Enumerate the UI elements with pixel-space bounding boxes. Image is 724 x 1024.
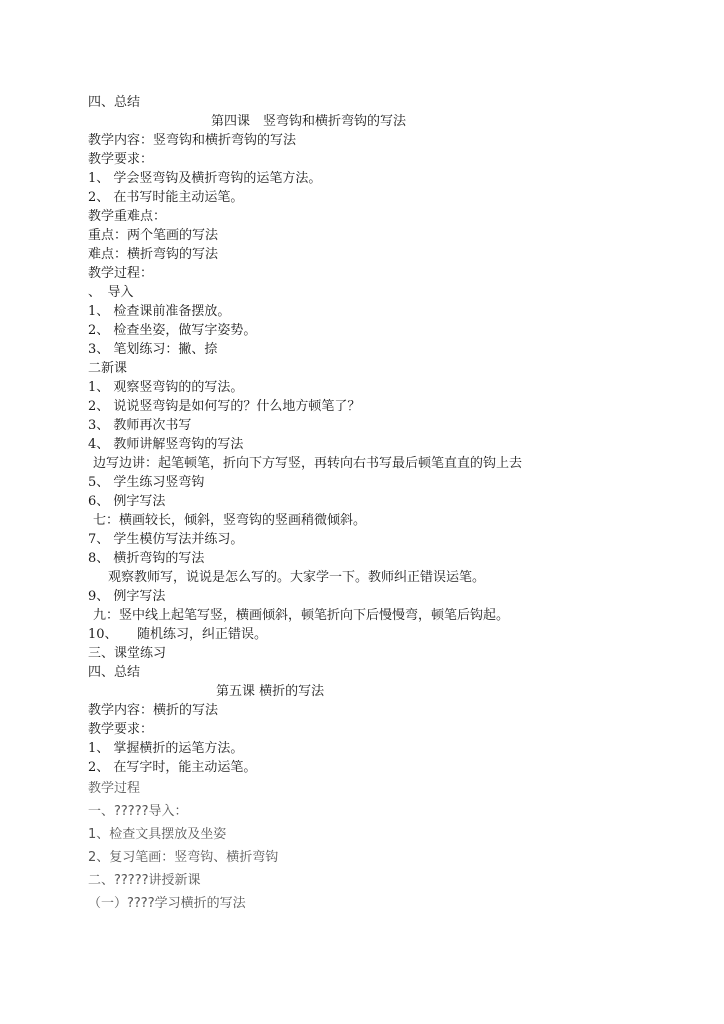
text-line: 教学要求：: [88, 722, 154, 737]
list-item: 1、 检查课前准备摆放。: [88, 304, 231, 319]
list-item: 1、 观察竖弯钩的的写法。: [88, 380, 244, 395]
text-line: 九：竖中线上起笔写竖，横画倾斜，顿笔折向下后慢慢弯，顿笔后钩起。: [93, 608, 510, 623]
list-item: 2、 在书写时能主动运笔。: [88, 190, 244, 205]
list-item: 2、 检查坐姿，做写字姿势。: [88, 323, 257, 338]
text-line: 观察教师写，说说是怎么写的。大家学一下。教师纠正错误运笔。: [108, 570, 486, 585]
list-item: 6、 例字写法: [88, 494, 166, 509]
list-item: 3、 教师再次书写: [88, 418, 192, 433]
lesson-title: 第四课 竖弯钩和横折弯钩的写法: [211, 114, 407, 129]
text-line: 一、?????导入：: [88, 804, 188, 819]
list-item: 5、 学生练习竖弯钩: [88, 475, 205, 490]
text-line: 教学要求：: [88, 152, 154, 167]
list-item: 10、 随机练习，纠正错误。: [88, 627, 268, 642]
lesson-title: 第五课 横折的写法: [216, 684, 325, 699]
list-item: 4、 教师讲解竖弯钩的写法: [88, 437, 244, 452]
list-item: 1、检查文具摆放及坐姿: [88, 827, 227, 842]
section-heading: 四、总结: [88, 95, 141, 110]
section-heading: 二新课: [88, 361, 128, 376]
text-line: 七：横画较长，倾斜，竖弯钩的竖画稍微倾斜。: [93, 513, 367, 528]
text-line: 教学内容：横折的写法: [88, 703, 219, 718]
text-line: 二、?????讲授新课: [88, 873, 201, 888]
text-line: 教学过程：: [88, 266, 154, 281]
text-line: 教学重难点：: [88, 209, 167, 224]
text-line: （一）????学习横折的写法: [88, 896, 246, 911]
list-item: 9、 例字写法: [88, 589, 166, 604]
list-item: 7、 学生模仿写法并练习。: [88, 532, 244, 547]
text-line: 边写边讲：起笔顿笔，折向下方写竖，再转向右书写最后顿笔直直的钩上去: [93, 456, 523, 471]
text-line: 教学过程: [88, 781, 141, 796]
list-item: 3、 笔划练习：撇、捺: [88, 342, 218, 357]
list-item: 2、 在写字时，能主动运笔。: [88, 760, 257, 775]
list-item: 2、复习笔画：竖弯钩、横折弯钩: [88, 850, 279, 865]
list-item: 2、 说说竖弯钩是如何写的？什么地方顿笔了？: [88, 399, 361, 414]
list-item: 1、 学会竖弯钩及横折弯钩的运笔方法。: [88, 171, 322, 186]
text-line: 教学内容：竖弯钩和横折弯钩的写法: [88, 133, 297, 148]
list-item: 8、 横折弯钩的写法: [88, 551, 205, 566]
section-heading: 四、总结: [88, 665, 141, 680]
text-line: 难点：横折弯钩的写法: [88, 247, 219, 262]
list-item: 、 导入: [88, 285, 134, 300]
section-heading: 三、课堂练习: [88, 646, 167, 661]
text-line: 重点：两个笔画的写法: [88, 228, 219, 243]
document-page: [88, 93, 688, 915]
list-item: 1、 掌握横折的运笔方法。: [88, 741, 244, 756]
